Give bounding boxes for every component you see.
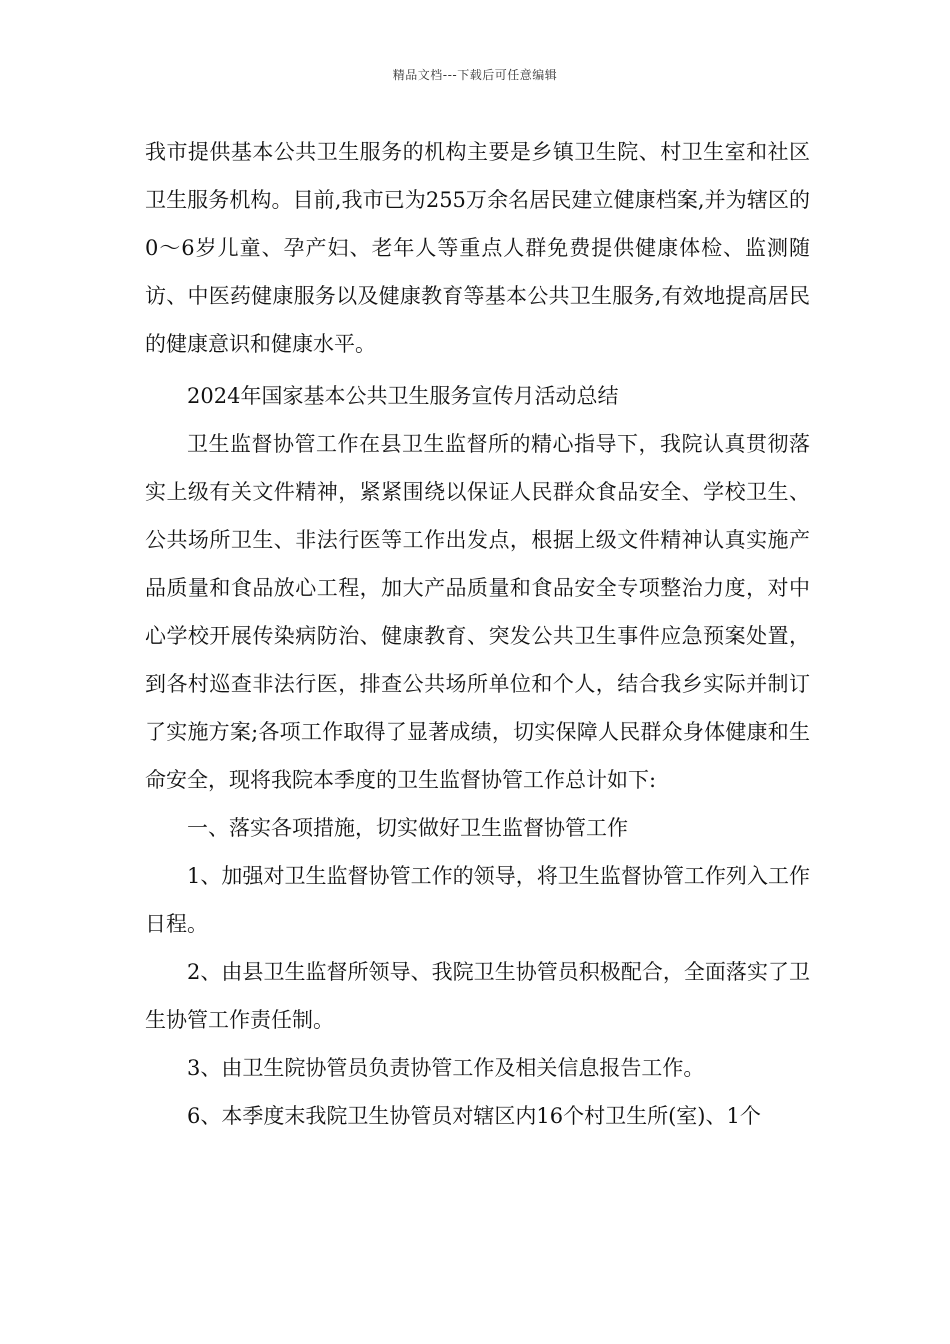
document-title: 2024年国家基本公共卫生服务宣传月活动总结 <box>187 384 619 408</box>
list-item-3: 3、由卫生院协管员负责协管工作及相关信息报告工作。 <box>187 1056 705 1080</box>
list-item-6: 6、本季度末我院卫生协管员对辖区内16个村卫生所(室)、1个 <box>187 1104 761 1128</box>
document-body <box>145 128 810 1140</box>
list-item-1: 1、加强对卫生监督协管工作的领导，将卫生监督协管工作列入工作日程。 <box>145 864 810 936</box>
page-header: 精品文档---下载后可任意编辑 <box>392 68 558 82</box>
paragraph-summary: 卫生监督协管工作在县卫生监督所的精心指导下，我院认真贯彻落实上级有关文件精神，紧紧围绕以保证人民群众食品安全、学校卫生、公共场所卫生、非法行医等工作出发点，根据上级文件精神认真实施产品质量和食品放心工程，加大产品质量和食品安全专项整治力度，对中心学校开展传染病防治、健康教育、突发公共卫生事件应急预案处置，到各村巡查非法行医，排查公共场所单位和个人，结合我乡实际并制订了实施方案;各项工作取得了显著成绩，切实保障人民群众身体健康和生命安全，现将我院本季度的卫生监督协管工作总计如下: <box>145 432 810 792</box>
paragraph-intro: 我市提供基本公共卫生服务的机构主要是乡镇卫生院、村卫生室和社区卫生服务机构。目前,我市已为255万余名居民建立健康档案,并为辖区的0～6岁儿童、孕产妇、老年人等重点人群免费提供健康体检、监测随访、中医药健康服务以及健康教育等基本公共卫生服务,有效地提高居民的健康意识和健康水平。 <box>145 140 810 356</box>
list-item-2: 2、由县卫生监督所领导、我院卫生协管员积极配合，全面落实了卫生协管工作责任制。 <box>145 960 810 1032</box>
section-heading-1: 一、落实各项措施，切实做好卫生监督协管工作 <box>187 816 628 840</box>
